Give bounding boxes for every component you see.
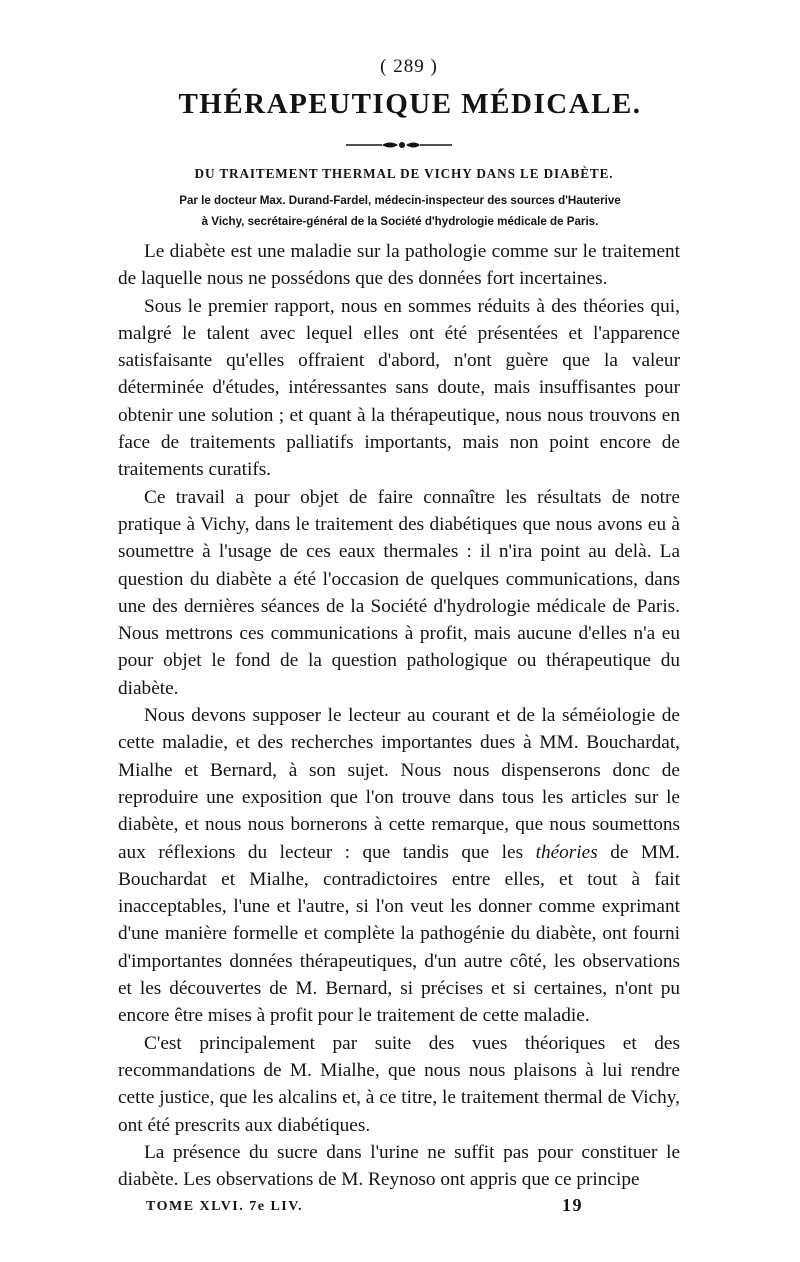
author-byline: [106, 190, 694, 232]
paragraph-4-end: de MM. Bouchardat et Mialhe, contradictoires entre elles, et tout à fait inacceptables, l'une et l'autre, si l'on veut les donner comme exprimant d'une manière formelle et complète la pathogénie du diabète, ont fourni d'importantes données thérapeutiques, d'un autre côté, les observations et les découvertes de M. Bernard, si précises et si certaines, n'ont pu encore être mises à profit pour le traitement de cette maladie.: [118, 841, 681, 1027]
page-footer: [118, 1195, 680, 1223]
paragraph-2: Sous le premier rapport, nous en sommes réduits à des théories qui, malgré le talent avec lequel elles ont été présentées et l'apparence satisfaisante qu'elles offraient d'abord, n'ont guère que la valeur déterminée d'études, intéressantes sans doute, mais insuffisantes pour obtenir une solution ; et quant à la thérapeutique, nous nous trouvons en face de traitements palliatifs importants, mais non point encore de traitements curatifs.: [118, 295, 680, 481]
article-body: [118, 238, 680, 1193]
page-number: ( 289 ): [380, 56, 438, 77]
book-page: [118, 56, 680, 1223]
section-title: THÉRAPEUTIQUE MÉDICALE.: [178, 88, 642, 120]
byline-line-1: Par le docteur Max. Durand-Fardel, médecin-inspecteur des sources d'Hauterive: [179, 194, 621, 207]
signature-mark: 19: [562, 1195, 583, 1216]
volume-label: TOME XLVI. 7e LIV.: [146, 1199, 304, 1215]
paragraph-4: [118, 702, 680, 1030]
paragraph-3: Ce travail a pour objet de faire connaître les résultats de notre pratique à Vichy, dans le traitement des diabétiques que nous avons eu à soumettre à l'usage de ces eaux thermales : il n'ira point au delà. La question du diabète a été l'occasion de quelques communications, dans une des dernières séances de la Société d'hydrologie médicale de Paris. Nous mettrons ces communications à profit, mais aucune d'elles n'a eu pour objet le fond de la question pathologique ou thérapeutique du diabète.: [118, 486, 680, 699]
italic-theories: théories: [535, 841, 598, 863]
paragraph-5: C'est principalement par suite des vues théoriques et des recommandations de M. Mialhe, que nous nous plaisons à lui rendre cette justice, que les alcalins et, à ce titre, le traitement thermal de Vichy, ont été prescrits aux diabétiques.: [118, 1032, 680, 1136]
article-title: DU TRAITEMENT THERMAL DE VICHY DANS LE DIABÈTE.: [194, 166, 614, 181]
byline-line-2: à Vichy, secrétaire-général de la Société d'hydrologie médicale de Paris.: [201, 215, 599, 228]
decorative-rule-icon: [344, 138, 454, 152]
paragraph-6: La présence du sucre dans l'urine ne suffit pas pour constituer le diabète. Les observations de M. Reynoso ont appris que ce principe: [118, 1141, 680, 1191]
paragraph-1: Le diabète est une maladie sur la pathologie comme sur le traitement de laquelle nous ne possédons que des données fort incertaines.: [118, 241, 680, 290]
paragraph-4-start: Nous devons supposer le lecteur au courant et de la séméiologie de cette maladie, et des recherches importantes dues à MM. Bouchardat, Mialhe et Bernard, à son sujet. Nous nous dispenserons donc de reproduire une exposition que l'on trouve dans tous les articles sur le diabète, et nous nous bornerons à cette remarque, que nous soumettons aux réflexions du lecteur : que tandis que les: [118, 705, 680, 863]
